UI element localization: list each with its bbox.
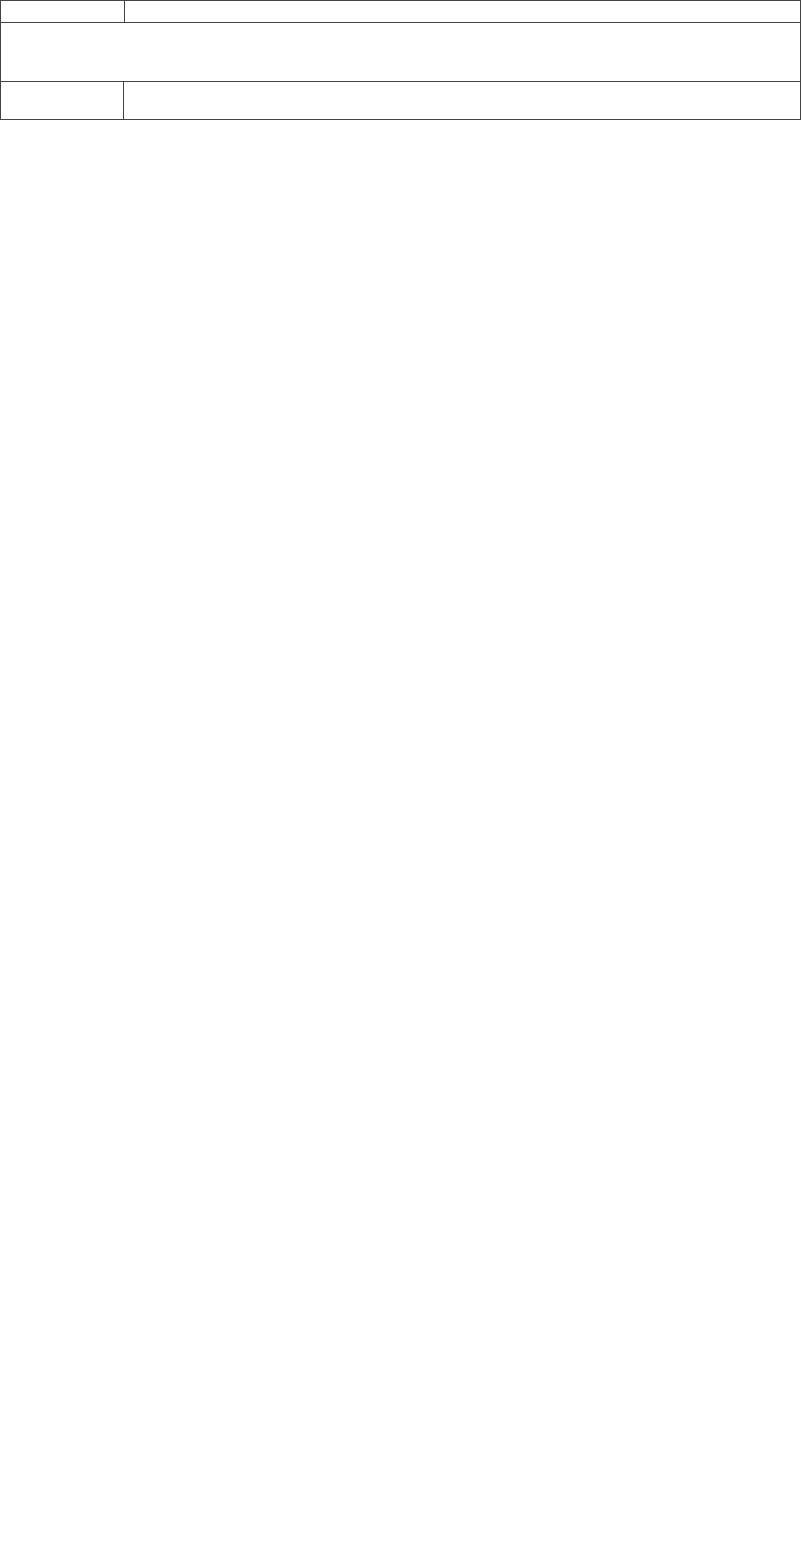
header-segment [124,82,801,120]
header-district [1,82,124,120]
tip-text [125,0,800,22]
traffic-police-tip [0,0,801,23]
road-segment-table [0,81,801,120]
tip-label [1,0,125,22]
table-header-row [1,82,801,120]
